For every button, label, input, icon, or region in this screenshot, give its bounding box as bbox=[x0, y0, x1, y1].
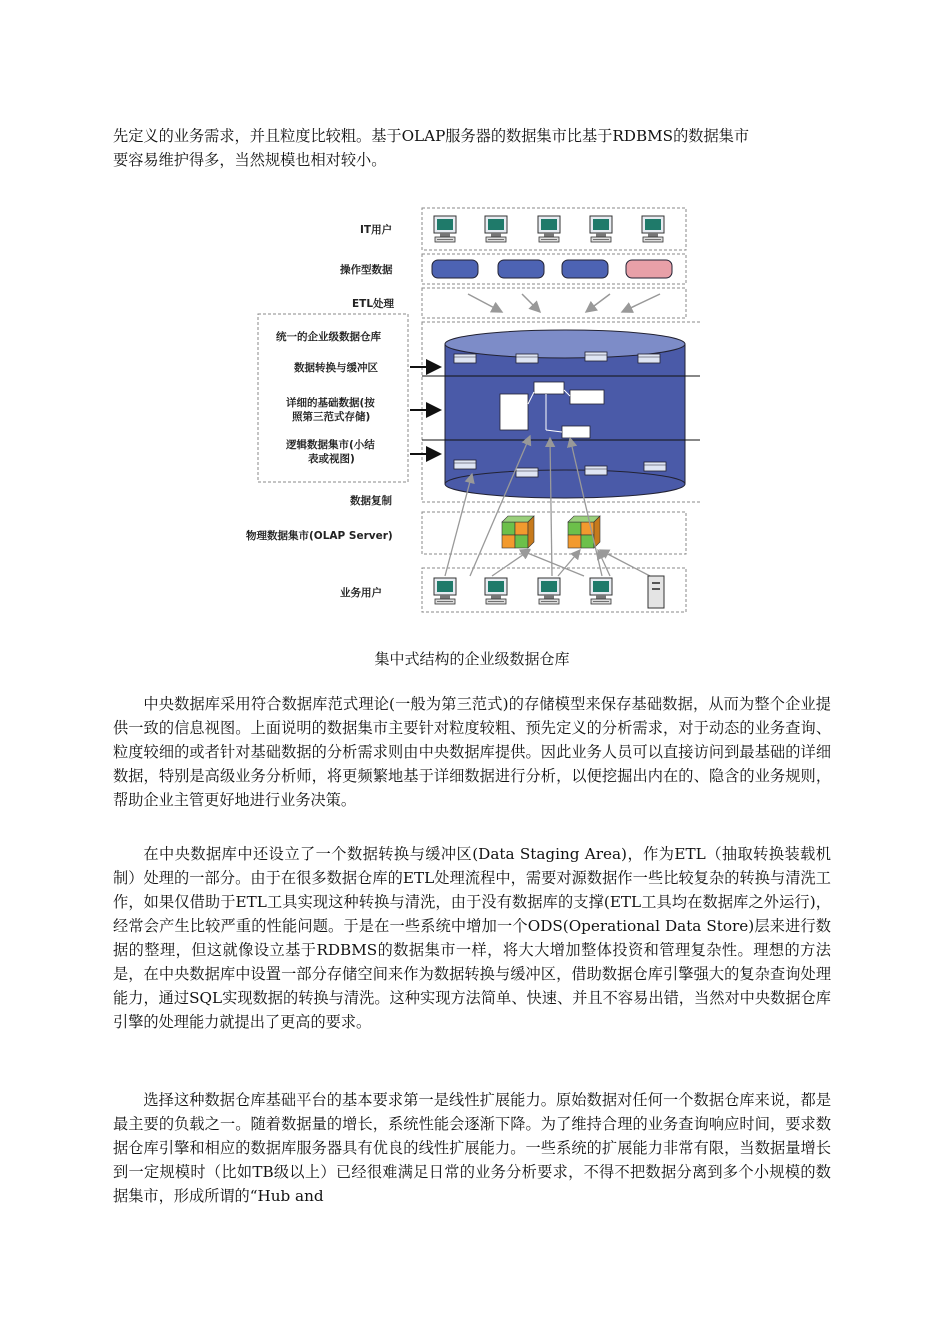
label-staging: 数据转换与缓冲区 bbox=[294, 362, 378, 374]
body-paragraph: 中央数据库采用符合数据库范式理论(一般为第三范式)的存储模型来保存基础数据，从而为整个企业提供一致的信息视图。上面说明的数据集市主要针对粒度较粗、预先定义的分析需求，对于动态的业务查询、粒度较细的或者针对基础数据的分析需求则由中央数据库提供。因此业务人员可以直接访问到最基础的详细数据，特别是高级业务分析师，将更频繁地基于详细数据进行分析，以便挖掘出内在的、隐含的业务规则，帮助企业主管更好地进行业务决策。 bbox=[113, 695, 831, 809]
intro-line: 要容易维护得多，当然规模也相对较小。 bbox=[113, 151, 387, 169]
enterprise-dw-diagram bbox=[240, 204, 700, 614]
label-detail-line1: 详细的基础数据(按 bbox=[286, 397, 375, 409]
operational-db-icons bbox=[432, 260, 672, 278]
label-unified-dw: 统一的企业级数据仓库 bbox=[276, 331, 381, 343]
label-detail-line2: 照第三范式存储) bbox=[292, 411, 371, 423]
label-logical-line1: 逻辑数据集市(小结 bbox=[286, 439, 375, 451]
central-database-cylinder bbox=[422, 330, 700, 498]
body-paragraph: 选择这种数据仓库基础平台的基本要求第一是线性扩展能力。原始数据对任何一个数据仓库来说，都是最主要的负载之一。随着数据量的增长，系统性能会逐渐下降。为了维持合理的业务查询响应时间，要求数据仓库引擎和相应的数据库服务器具有优良的线性扩展能力。一些系统的扩展能力非常有限，当数据量增长到一定规模时（比如TB级以上）已经很难满足日常的业务分析要求，不得不把数据分离到多个小规模的数据集市，形成所谓的“Hub and bbox=[113, 1091, 831, 1205]
label-etl: ETL处理 bbox=[352, 298, 395, 310]
label-it-users: IT用户 bbox=[360, 224, 393, 236]
figure-caption: 集中式结构的企业级数据仓库 bbox=[374, 650, 570, 668]
label-replication: 数据复制 bbox=[350, 495, 392, 507]
intro-paragraph bbox=[113, 124, 831, 172]
it-user-pc-icons bbox=[434, 216, 664, 242]
intro-line: 先定义的业务需求，并且粒度比较粗。基于OLAP服务器的数据集市比基于RDBMS的数据集市 bbox=[113, 127, 750, 145]
label-operational-data: 操作型数据 bbox=[340, 264, 393, 276]
label-business-users: 业务用户 bbox=[340, 587, 382, 599]
business-user-pc-icons bbox=[434, 576, 664, 608]
layer-pointer-arrows bbox=[410, 367, 440, 454]
body-paragraph: 在中央数据库中还设立了一个数据转换与缓冲区(Data Staging Area)，作为ETL（抽取转换装载机制）处理的一部分。由于在很多数据仓库的ETL处理流程中，需要对源数据作一些比较复杂的转换与清洗工作，如果仅借助于ETL工具实现这种转换与清洗，由于没有数据库的支撑(ETL工具均在数据库之外运行)，经常会产生比较严重的性能问题。于是在一些系统中增加一个ODS(Operational Data Store)层来进行数据的整理，但这就像设立基于RDBMS的数据集市一样，将大大增加整体投资和管理复杂性。理想的方法是，在中央数据库中设置一部分存储空间来作为数据转换与缓冲区，借助数据仓库引擎强大的复杂查询处理能力，通过SQL实现数据的转换与清洗。这种实现方法简单、快速、并且不容易出错，当然对中央数据仓库引擎的处理能力就提出了更高的要求。 bbox=[113, 845, 831, 1031]
label-logical-line2: 表或视图) bbox=[308, 453, 355, 465]
label-physical-mart: 物理数据集市(OLAP Server) bbox=[246, 530, 393, 542]
etl-arrows bbox=[468, 294, 660, 312]
